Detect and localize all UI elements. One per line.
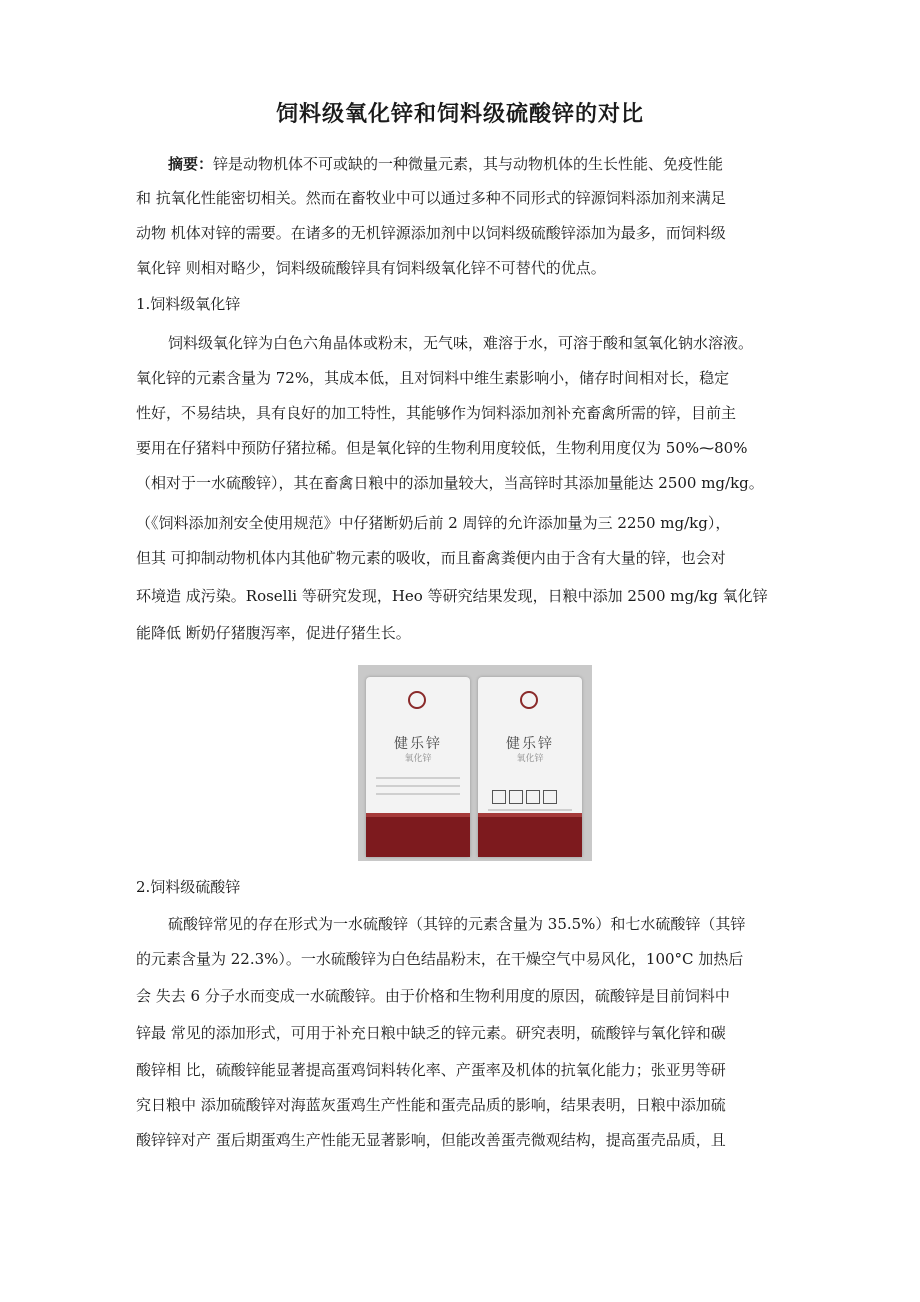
section2-line: 究日粮中 添加硫酸锌对海蓝灰蛋鸡生产性能和蛋壳品质的影响，结果表明，日粮中添加硫 (136, 1096, 726, 1114)
section1-line: 饲料级氧化锌为白色六角晶体或粉末，无气味，难溶于水，可溶于酸和氢氧化钠水溶液。 (168, 334, 754, 352)
section1-line: 能降低 断奶仔猪腹泻率，促进仔猪生长。 (136, 624, 411, 642)
section2-heading: 2.饲料级硫酸锌 (136, 878, 241, 896)
section2-line: 锌最 常见的添加形式，可用于补充日粮中缺乏的锌元素。研究表明，硫酸锌与氧化锌和碳 (136, 1024, 726, 1042)
certification-icons (492, 789, 560, 808)
abstract-line (168, 153, 723, 174)
abstract-line: 和 抗氧化性能密切相关。然而在畜牧业中可以通过多种不同形式的锌源饲料添加剂来满足 (136, 189, 726, 207)
section2-line: 酸锌锌对产 蛋后期蛋鸡生产性能无显著影响，但能改善蛋壳微观结构，提高蛋壳品质，且 (136, 1131, 726, 1149)
section1-line: 要用在仔猪料中预防仔猪拉稀。但是氧化锌的生物利用度较低，生物利用度仅为 50%⁓80% (136, 439, 748, 457)
abstract-line: 氧化锌 则相对略少，饲料级硫酸锌具有饲料级氧化锌不可替代的优点。 (136, 259, 606, 277)
section1-heading: 1.饲料级氧化锌 (136, 295, 241, 313)
page-title: 饲料级氧化锌和饲料级硫酸锌的对比 (275, 101, 644, 127)
bag-brand: 健乐锌 (394, 736, 442, 752)
abstract-text: 锌是动物机体不可或缺的一种微量元素，其与动物机体的生长性能、免疫性能 (213, 155, 724, 173)
product-photo (358, 665, 592, 861)
section2-line: 的元素含量为 22.3%）。一水硫酸锌为白色结晶粉末，在干燥空气中易风化，100°C 加热后 (136, 950, 744, 968)
bag-product: 氧化锌 (516, 754, 544, 764)
section1-line: （《饲料添加剂安全使用规范》中仔猪断奶后前 2 周锌的允许添加量为三 2250 mg/kg）， (136, 514, 731, 532)
brand-logo-icon (408, 691, 426, 709)
bag-red-band (366, 817, 470, 857)
section1-line: 环境造 成污染。Roselli 等研究发现，Heo 等研究结果发现，日粮中添加 2500 mg/kg 氧化锌 (136, 587, 768, 605)
section1-line: （相对于一水硫酸锌），其在畜禽日粮中的添加量较大，当高锌时其添加量能达 2500 mg/kg。 (136, 474, 764, 492)
product-bag (478, 677, 582, 857)
abstract-label: 摘要： (168, 155, 214, 173)
product-bag (366, 677, 470, 857)
section2-line: 硫酸锌常见的存在形式为一水硫酸锌（其锌的元素含量为 35.5%）和七水硫酸锌（其锌 (168, 915, 746, 933)
section1-line: 但其 可抑制动物机体内其他矿物元素的吸收，而且畜禽粪便内由于含有大量的锌，也会对 (136, 549, 726, 567)
section2-line: 会 失去 6 分子水而变成一水硫酸锌。由于价格和生物利用度的原因，硫酸锌是目前饲料中 (136, 987, 730, 1005)
abstract-line: 动物 机体对锌的需要。在诸多的无机锌源添加剂中以饲料级硫酸锌添加为最多，而饲料级 (136, 224, 726, 242)
section2-line: 酸锌相 比，硫酸锌能显著提高蛋鸡饲料转化率、产蛋率及机体的抗氧化能力；张亚男等研 (136, 1061, 726, 1079)
bag-red-band (478, 817, 582, 857)
section1-line: 性好，不易结块，具有良好的加工特性，其能够作为饲料添加剂补充畜禽所需的锌，目前主 (136, 404, 737, 422)
bag-brand: 健乐锌 (506, 736, 554, 752)
section1-line: 氧化锌的元素含量为 72%，其成本低，且对饲料中维生素影响小，储存时间相对长，稳定 (136, 369, 730, 387)
brand-logo-icon (520, 691, 538, 709)
bag-product: 氧化锌 (404, 754, 432, 764)
